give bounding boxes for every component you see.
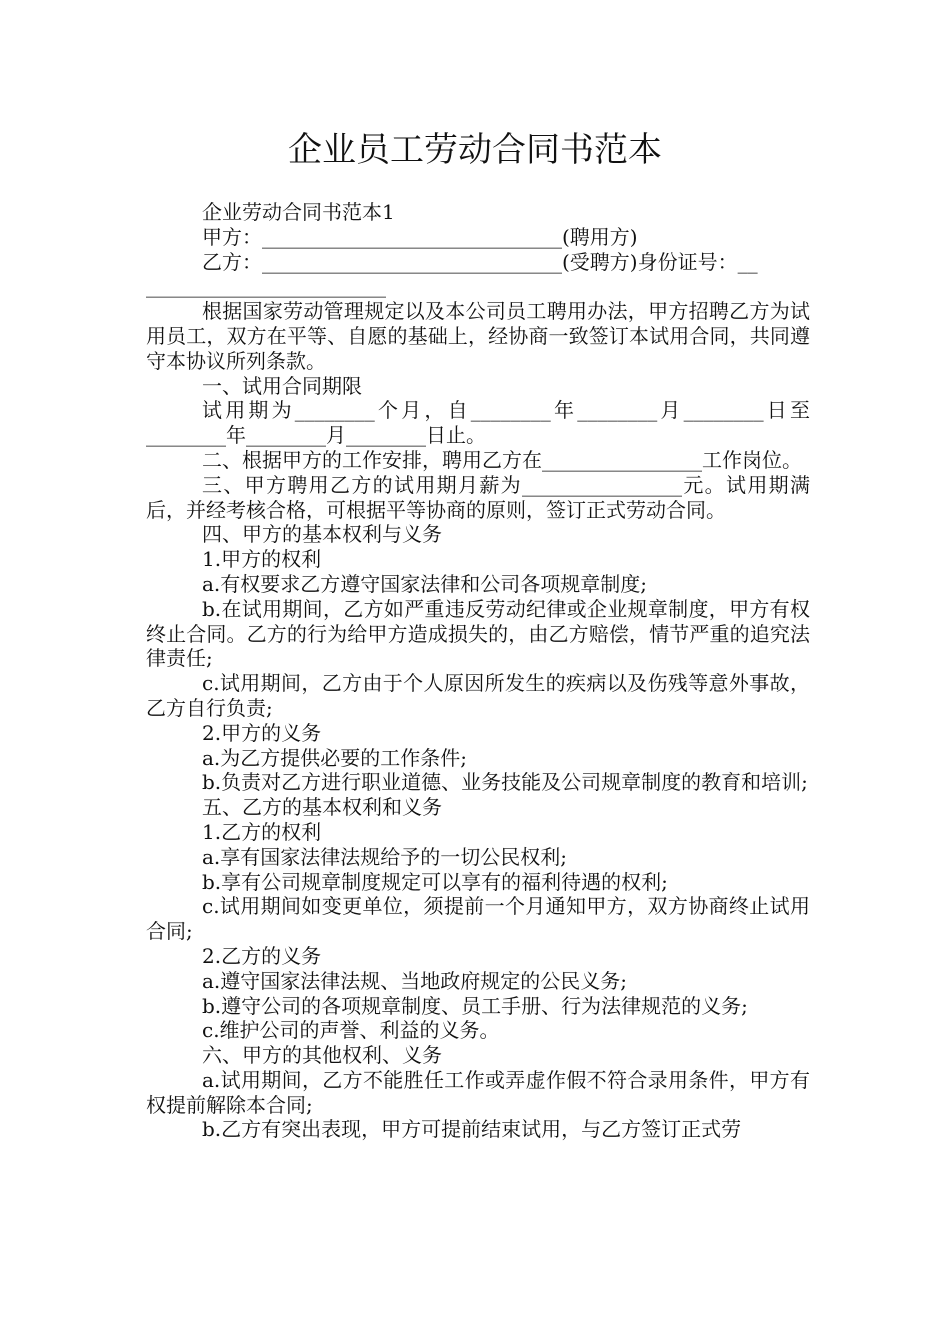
paragraph: 根据国家劳动管理规定以及本公司员工聘用办法，甲方招聘乙方为试用员工，双方在平等、自愿的基础上，经协商一致签订本试用合同，共同遵守本协议所列条款。: [146, 299, 810, 373]
clause-heading: 一、试用合同期限: [202, 373, 362, 398]
id-number-blank: ________________________: [146, 274, 386, 299]
paragraph: 试用期为________个月，自________年________月________日至________年________月________日止。: [146, 398, 810, 448]
list-item: b.在试用期间，乙方如严重违反劳动纪律或企业规章制度，甲方有权终止合同。乙方的行为给甲方造成损失的，由乙方赔偿，情节严重的追究法律责任;: [146, 596, 810, 671]
party-a-line: 甲方：______________________________(聘用方): [202, 224, 638, 249]
sub-heading: 1.甲方的权利: [202, 547, 322, 572]
list-item: b.负责对乙方进行职业道德、业务技能及公司规章制度的教育和培训;: [202, 770, 808, 795]
list-item: c.试用期间，乙方由于个人原因所发生的疾病以及伤残等意外事故，乙方自行负责;: [146, 671, 810, 720]
section-heading: 企业劳动合同书范本1: [202, 200, 395, 224]
list-item: a.试用期间，乙方不能胜任工作或弄虚作假不符合录用条件，甲方有权提前解除本合同;: [146, 1067, 810, 1117]
list-item: a.为乙方提供必要的工作条件;: [202, 745, 468, 770]
list-item: b.享有公司规章制度规定可以享有的福利待遇的权利;: [202, 869, 668, 894]
list-item: c.试用期间如变更单位，须提前一个月通知甲方，双方协商终止试用合同;: [146, 894, 810, 944]
clause-heading: 六、甲方的其他权利、义务: [202, 1043, 442, 1068]
list-item: a.享有国家法律法规给予的一切公民权利;: [202, 844, 568, 869]
list-item: b.乙方有突出表现，甲方可提前结束试用，与乙方签订正式劳: [202, 1117, 742, 1142]
clause-heading: 四、甲方的基本权利与义务: [202, 522, 442, 547]
document-title: 企业员工劳动合同书范本: [288, 130, 662, 170]
sub-heading: 2.乙方的义务: [202, 943, 322, 968]
list-item: b.遵守公司的各项规章制度、员工手册、行为法律规范的义务;: [202, 993, 748, 1018]
sub-heading: 1.乙方的权利: [202, 819, 322, 844]
sub-heading: 2.甲方的义务: [202, 720, 322, 745]
party-b-line: 乙方：______________________________(受聘方)身份证号：__: [202, 249, 758, 274]
clause-heading: 五、乙方的基本权利和义务: [202, 795, 442, 820]
list-item: c.维护公司的声誉、利益的义务。: [202, 1018, 500, 1043]
paragraph: 二、根据甲方的工作安排，聘用乙方在________________工作岗位。: [202, 447, 802, 472]
document-body: [146, 200, 810, 1142]
list-item: a.有权要求乙方遵守国家法律和公司各项规章制度;: [202, 571, 648, 596]
list-item: a.遵守国家法律法规、当地政府规定的公民义务;: [202, 968, 628, 993]
paragraph: 三、甲方聘用乙方的试用期月薪为________________元。试用期满后，并经考核合格，可根据平等协商的原则，签订正式劳动合同。: [146, 472, 810, 522]
